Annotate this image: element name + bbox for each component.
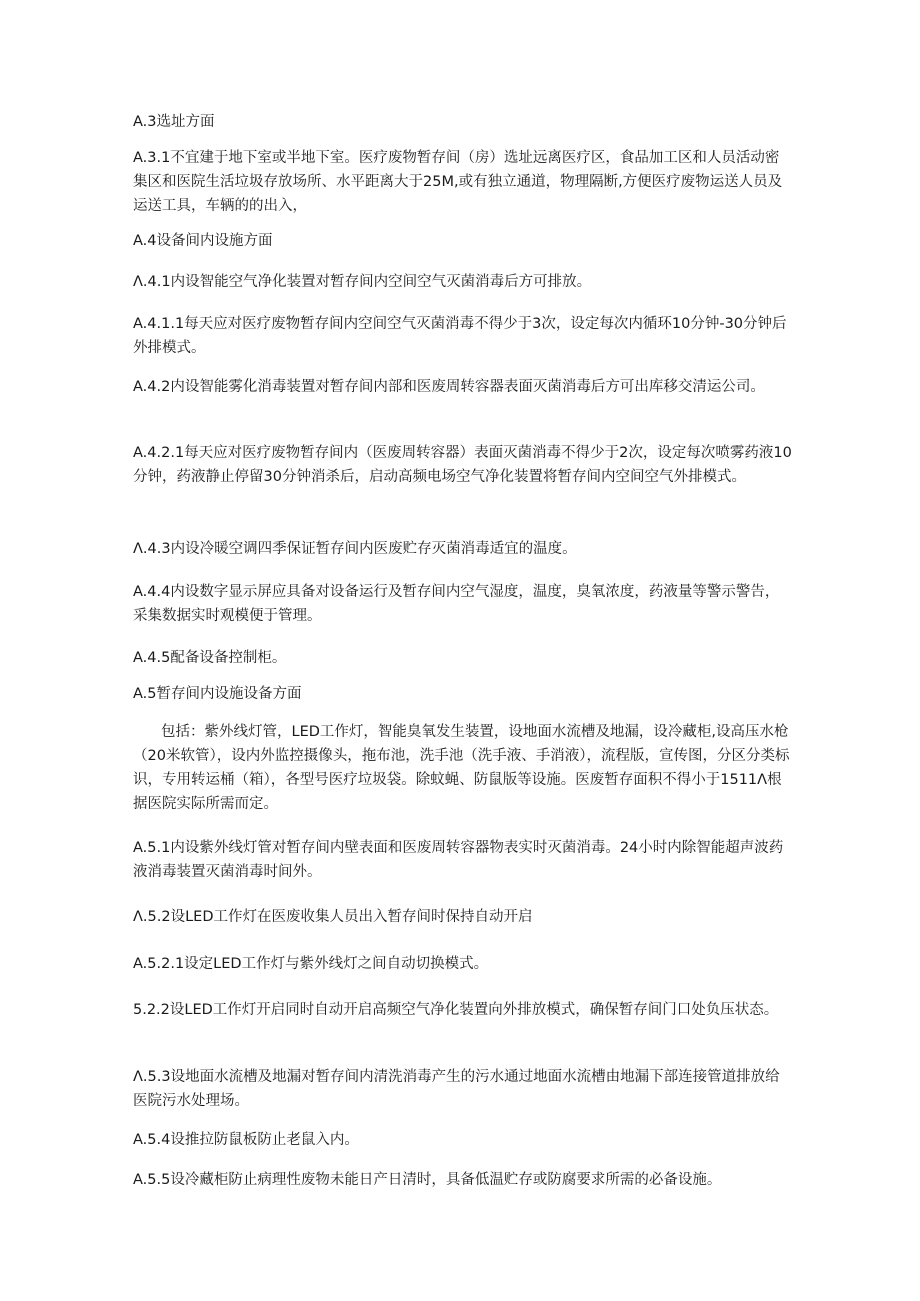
paragraph-5-2-2: 5.2.2设LED工作灯开启同时自动开启高频空气净化装置向外排放模式，确保暂存间门口处负压状态。	[133, 1002, 779, 1018]
paragraph-a5-2: Λ.5.2设LED工作灯在医废收集人员出入暂存间时保持自动开启	[133, 909, 533, 925]
paragraph-a5-1: A.5.1内设紫外线灯管对暂存间内壁表面和医废周转容器物表实时灭菌消毒。24小时内除智能超声波药液消毒装置灭菌消毒时间外。	[133, 840, 784, 880]
paragraph-a5-intro: 包括：紫外线灯管，LED工作灯，智能臭氧发生装置，设地面水流槽及地漏，设冷藏柜,设高压水枪（20米软管），设内外监控摄像头，拖布池，洗手池（洗手液、手消液），流程版，宣传图，分区分类标识，专用转运桶（箱），各型号医疗垃圾袋。除蚊蝇、防鼠版等设施。医废暂存面积不得小于1511Λ根据医院实际所需而定。	[133, 724, 790, 812]
paragraph-a5-4: A.5.4设推拉防鼠板防止老鼠入内。	[133, 1132, 359, 1148]
paragraph-a4-2: A.4.2内设智能雾化消毒装置对暂存间内部和医废周转容器表面灭菌消毒后方可出库移交清运公司。	[133, 379, 765, 395]
paragraph-a5-2-1: A.5.2.1设定LED工作灯与紫外线灯之间自动切换模式。	[133, 956, 489, 972]
paragraph-a4-4: A.4.4内设数字显示屏应具备对设备运行及暂存间内空气湿度，温度，臭氧浓度，药液量等警示警告，采集数据实时观模便于管理。	[133, 584, 780, 624]
paragraph-a4-1: Λ.4.1内设智能空气净化装置对暂存间内空间空气灭菌消毒后方可排放。	[133, 274, 592, 290]
paragraph-a4-5: A.4.5配备设备控制柜。	[133, 650, 287, 666]
paragraph-a4-3: Λ.4.3内设冷暖空调四季保证暂存间内医废贮存灭菌消毒适宜的温度。	[133, 541, 577, 557]
paragraph-a4-2-1: A.4.2.1每天应对医疗废物暂存间内（医废周转容器）表面灭菌消毒不得少于2次，设定每次喷雾药液10分钟，药液静止停留30分钟消杀后，启动高频电场空气净化装置将暂存间内空间空气外排模式。	[133, 445, 792, 485]
heading-a5: A.5暂存间内设施设备方面	[133, 686, 302, 702]
heading-a4: A.4设备间内设施方面	[133, 233, 273, 249]
paragraph-a3-1: A.3.1不宜建于地下室或半地下室。医疗废物暂存间（房）选址远离医疗区，食品加工区和人员活动密集区和医院生活垃圾存放场所、水平距离大于25M,或有独立通道，物理隔断,方便医疗废物运送人员及运送工具，车辆的的出入，	[133, 150, 783, 214]
paragraph-a5-3: Λ.5.3设地面水流槽及地漏对暂存间内清洗消毒产生的污水通过地面水流槽由地漏下部连接管道排放给医院污水处理场。	[133, 1069, 780, 1109]
heading-a3: A.3选址方面	[133, 114, 215, 130]
paragraph-a4-1-1: A.4.1.1每天应对医疗废物暂存间内空间空气灭菌消毒不得少于3次，设定每次内循环10分钟-30分钟后外排模式。	[133, 316, 787, 356]
paragraph-a5-5: A.5.5设冷藏柜防止病理性废物未能日产日清时，具备低温贮存或防腐要求所需的必备设施。	[133, 1172, 722, 1188]
